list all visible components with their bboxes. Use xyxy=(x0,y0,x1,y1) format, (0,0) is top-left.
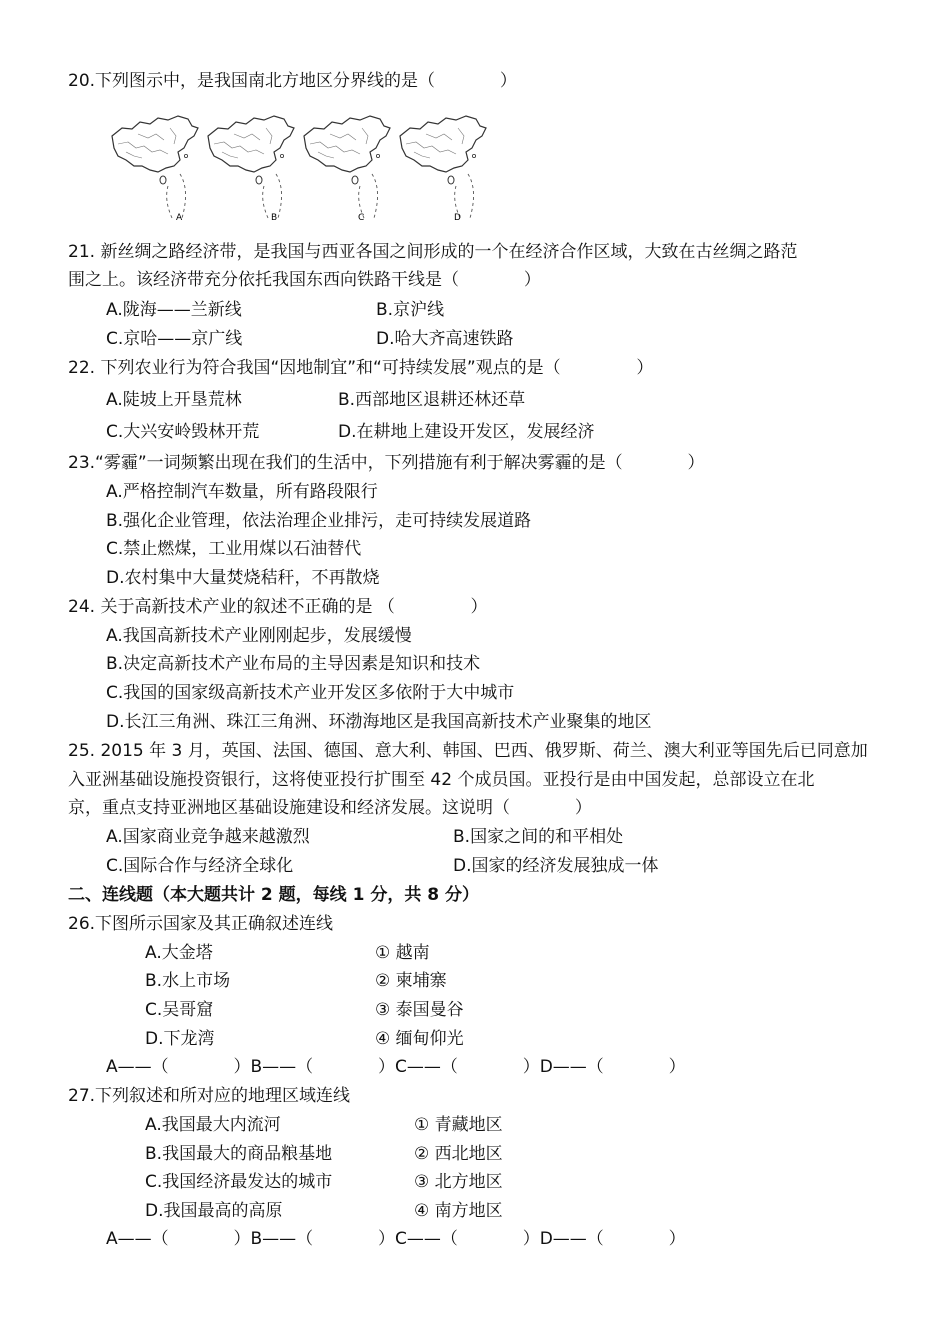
map-b xyxy=(208,116,294,218)
q22-option-c: C.大兴安岭毁林开荒 xyxy=(106,422,260,442)
q26-left-c: C.吴哥窟 xyxy=(145,1000,214,1020)
q27-left-a: A.我国最大内流河 xyxy=(145,1115,281,1135)
q27-right-2: ② 西北地区 xyxy=(414,1144,503,1164)
q26-answer-line: A——（ ）B——（ ）C——（ ）D——（ ） xyxy=(106,1057,686,1077)
china-maps-figure xyxy=(108,108,494,224)
q25-option-d: D.国家的经济发展独成一体 xyxy=(453,856,659,876)
q27-left-d: D.我国最高的高原 xyxy=(145,1201,283,1221)
q26-stem: 26.下图所示国家及其正确叙述连线 xyxy=(68,914,334,934)
q24-option-c: C.我国的国家级高新技术产业开发区多依附于大中城市 xyxy=(106,683,515,703)
q25-stem-line1: 25. 2015 年 3 月，英国、法国、德国、意大利、韩国、巴西、俄罗斯、荷兰、澳大利亚等国先后已同意加 xyxy=(68,741,868,761)
q27-right-4: ④ 南方地区 xyxy=(414,1201,503,1221)
q25-option-c: C.国际合作与经济全球化 xyxy=(106,856,294,876)
q21-stem-line1: 21. 新丝绸之路经济带，是我国与西亚各国之间形成的一个在经济合作区域，大致在古丝绸之路范 xyxy=(68,242,798,262)
q21-option-b: B.京沪线 xyxy=(376,300,445,320)
q21-option-a: A.陇海——兰新线 xyxy=(106,300,242,320)
q22-option-d: D.在耕地上建设开发区，发展经济 xyxy=(338,422,595,442)
map-label-d: D xyxy=(454,213,461,223)
q21-option-d: D.哈大齐高速铁路 xyxy=(376,329,514,349)
q27-stem: 27.下列叙述和所对应的地理区域连线 xyxy=(68,1086,351,1106)
q27-left-b: B.我国最大的商品粮基地 xyxy=(145,1144,333,1164)
q26-right-4: ④ 缅甸仰光 xyxy=(375,1029,464,1049)
q22-stem: 22. 下列农业行为符合我国“因地制宜”和“可持续发展”观点的是（ ） xyxy=(68,358,654,378)
q25-stem-line2: 入亚洲基础设施投资银行，这将使亚投行扩围至 42 个成员国。亚投行是由中国发起，总部设立在北 xyxy=(68,770,815,790)
q24-stem: 24. 关于高新技术产业的叙述不正确的是 （ ） xyxy=(68,597,488,617)
q24-option-a: A.我国高新技术产业刚刚起步，发展缓慢 xyxy=(106,626,412,646)
q26-right-1: ① 越南 xyxy=(375,943,430,963)
q25-stem-line3: 京，重点支持亚洲地区基础设施建设和经济发展。这说明（ ） xyxy=(68,798,592,818)
q27-answer-line: A——（ ）B——（ ）C——（ ）D——（ ） xyxy=(106,1229,686,1249)
q24-option-d: D.长江三角洲、珠江三角洲、环渤海地区是我国高新技术产业聚集的地区 xyxy=(106,712,652,732)
q25-option-a: A.国家商业竞争越来越激烈 xyxy=(106,827,310,847)
q23-option-d: D.农村集中大量焚烧秸秆，不再散烧 xyxy=(106,568,380,588)
map-label-b: B xyxy=(271,213,278,223)
map-label-c: C xyxy=(358,213,365,223)
q20-stem: 20.下列图示中，是我国南北方地区分界线的是（ ） xyxy=(68,71,517,91)
map-a xyxy=(112,116,198,218)
q21-option-c: C.京哈——京广线 xyxy=(106,329,243,349)
q25-option-b: B.国家之间的和平相处 xyxy=(453,827,624,847)
q27-left-c: C.我国经济最发达的城市 xyxy=(145,1172,333,1192)
q21-stem-line2: 围之上。该经济带充分依托我国东西向铁路干线是（ ） xyxy=(68,270,541,290)
q23-stem: 23.“雾霾”一词频繁出现在我们的生活中，下列措施有利于解决雾霾的是（ ） xyxy=(68,453,705,473)
q24-option-b: B.决定高新技术产业布局的主导因素是知识和技术 xyxy=(106,654,481,674)
map-label-a: A xyxy=(176,213,183,223)
q23-option-a: A.严格控制汽车数量，所有路段限行 xyxy=(106,482,378,502)
q26-left-a: A.大金塔 xyxy=(145,943,213,963)
q26-right-2: ② 柬埔寨 xyxy=(375,971,447,991)
q22-option-b: B.西部地区退耕还林还草 xyxy=(338,390,526,410)
q26-right-3: ③ 泰国曼谷 xyxy=(375,1000,464,1020)
map-c xyxy=(304,116,390,218)
q23-option-b: B.强化企业管理，依法治理企业排污，走可持续发展道路 xyxy=(106,511,532,531)
q27-right-1: ① 青藏地区 xyxy=(414,1115,503,1135)
map-d xyxy=(400,116,486,218)
q27-right-3: ③ 北方地区 xyxy=(414,1172,503,1192)
q26-left-d: D.下龙湾 xyxy=(145,1029,215,1049)
q22-option-a: A.陡坡上开垦荒林 xyxy=(106,390,242,410)
section2-heading: 二、连线题（本大题共计 2 题，每线 1 分，共 8 分） xyxy=(68,885,479,905)
q23-option-c: C.禁止燃煤，工业用煤以石油替代 xyxy=(106,539,362,559)
q26-left-b: B.水上市场 xyxy=(145,971,231,991)
